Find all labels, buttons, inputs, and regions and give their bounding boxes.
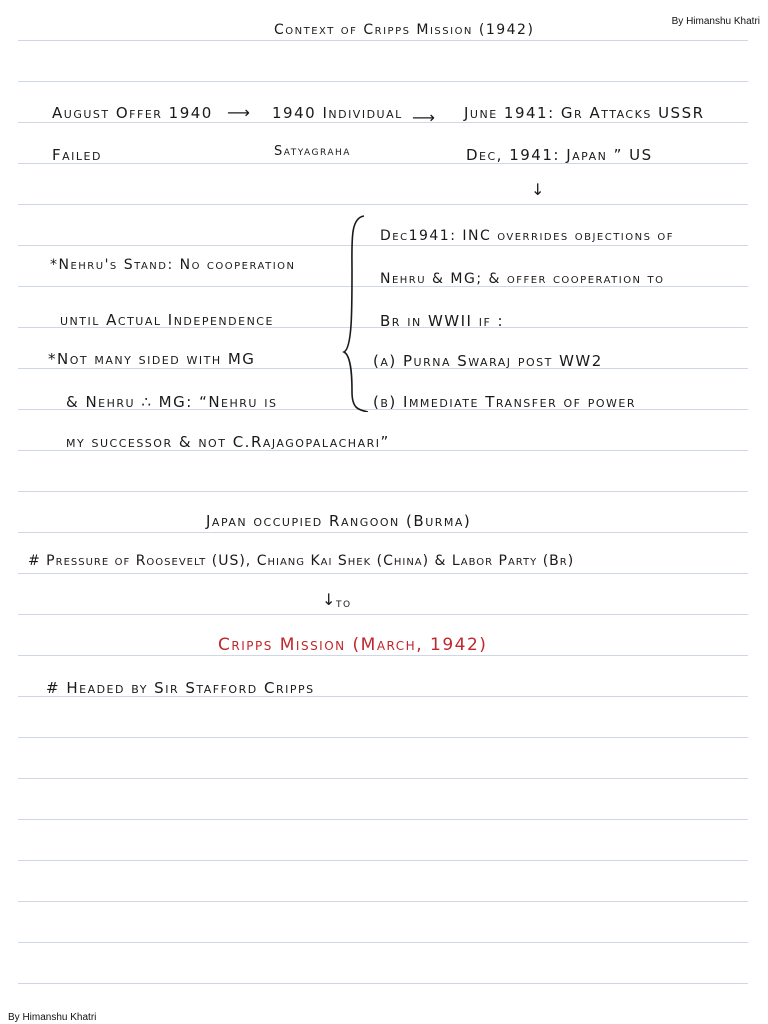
ruled-line — [18, 860, 748, 861]
down-arrow-icon: ↓ — [531, 180, 545, 199]
inc-line-5: (b) Immediate Transfer of power — [373, 393, 636, 411]
nehru-line-1: *Nehru's Stand: No cooperation — [50, 257, 296, 273]
ruled-line — [18, 737, 748, 738]
ruled-line — [18, 614, 748, 615]
curly-brace-icon — [340, 212, 370, 412]
ruled-line — [18, 491, 748, 492]
dec1941-text: Dec, 1941: Japan ” US — [466, 146, 653, 164]
to-text: to — [336, 596, 352, 611]
page-title: Context of Cripps Mission (1942) — [274, 22, 535, 38]
header-author: By Himanshu Khatri — [671, 16, 760, 27]
ruled-line — [18, 245, 748, 246]
pressure-text: # Pressure of Roosevelt (US), Chiang Kai Shek (China) & Labor Party (Br) — [28, 553, 575, 569]
inc-line-4: (a) Purna Swaraj post WW2 — [373, 352, 603, 370]
footer-author: By Himanshu Khatri — [8, 1012, 97, 1023]
right-arrow-icon: ⟶ — [227, 103, 250, 122]
ruled-line — [18, 655, 748, 656]
ruled-line — [18, 532, 748, 533]
nehru-line-5: my successor & not C.Rajagopalachari” — [66, 433, 390, 451]
june1941-text: June 1941: Gr Attacks USSR — [464, 104, 705, 122]
inc-line-2: Nehru & MG; & offer cooperation to — [380, 271, 665, 287]
nehru-line-4: & Nehru ∴ MG: “Nehru is — [66, 393, 278, 411]
cripps-heading: Cripps Mission (March, 1942) — [218, 635, 488, 655]
ruled-line — [18, 122, 748, 123]
inc-line-3: Br in WWII if : — [380, 312, 505, 330]
august-offer-text: August Offer 1940 — [52, 104, 213, 122]
ruled-line — [18, 40, 748, 41]
individual-text: 1940 Individual — [272, 104, 403, 122]
right-arrow-icon: ⟶ — [412, 108, 435, 127]
ruled-line — [18, 901, 748, 902]
ruled-line — [18, 204, 748, 205]
ruled-line — [18, 573, 748, 574]
nehru-line-2: until Actual Independence — [60, 311, 274, 329]
failed-text: Failed — [52, 146, 102, 164]
ruled-line — [18, 778, 748, 779]
nehru-line-3: *Not many sided with MG — [48, 350, 256, 368]
satyagraha-text: Satyagraha — [274, 144, 351, 159]
ruled-line — [18, 983, 748, 984]
inc-line-1: Dec1941: INC overrides objections of — [380, 228, 675, 244]
japan-text: Japan occupied Rangoon (Burma) — [206, 512, 472, 530]
ruled-line — [18, 942, 748, 943]
headed-by-text: # Headed by Sir Stafford Cripps — [46, 679, 315, 697]
ruled-line — [18, 819, 748, 820]
ruled-line — [18, 81, 748, 82]
down-arrow-icon: ↓ — [322, 590, 336, 609]
